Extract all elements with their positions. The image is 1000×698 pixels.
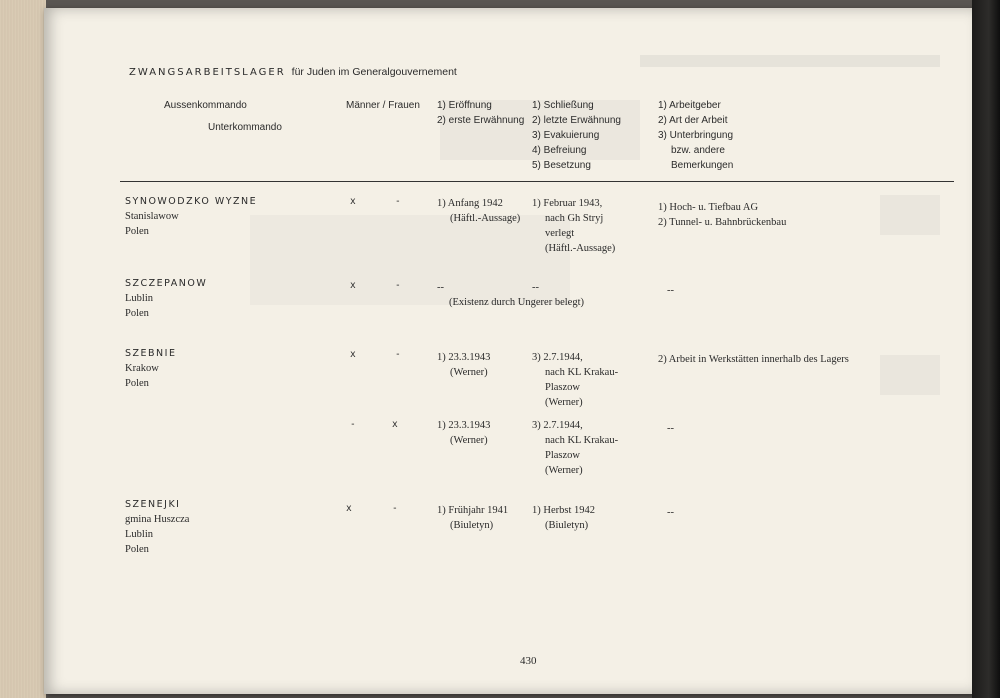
remarks-line: 2) Tunnel- u. Bahnbrückenbau [658, 217, 787, 228]
header-line: 1) Eröffnung [437, 100, 492, 111]
header-rule [120, 181, 954, 182]
closing-line: verlegt [545, 228, 575, 239]
title-subtitle: für Juden im Generalgouvernement [291, 66, 457, 78]
show-through-texture [640, 55, 940, 67]
entry-closing [532, 196, 615, 256]
place-region: Stanislawow [125, 211, 179, 222]
men-mark: x [350, 280, 356, 291]
header-line: bzw. andere [671, 145, 725, 156]
closing-line: (Biuletyn) [545, 520, 589, 531]
men-mark: x [346, 503, 352, 514]
closing-line: nach KL Krakau- [545, 435, 619, 446]
entry-remarks [658, 200, 786, 230]
header-line: 1) Schließung [532, 100, 594, 111]
header-line: 4) Befreiung [532, 145, 587, 156]
entry-opening [437, 350, 490, 380]
opening-line: (Häftl.-Aussage) [450, 213, 521, 224]
entry-remarks: -- [667, 285, 674, 296]
header-line: 3) Evakuierung [532, 130, 600, 141]
closing-line: nach Gh Stryj [545, 213, 604, 224]
opening-line: (Werner) [450, 435, 488, 446]
entry-closing [532, 503, 595, 533]
header-line: 2) erste Erwähnung [437, 115, 525, 126]
entry-closing [532, 418, 618, 478]
closing-line: 3) 2.7.1944, [532, 420, 583, 431]
header-line: 2) Art der Arbeit [658, 115, 728, 126]
closing-line: 1) Herbst 1942 [532, 505, 595, 516]
closing-line: (Häftl.-Aussage) [545, 243, 616, 254]
place-region: Lublin [125, 529, 153, 540]
place-country: Polen [125, 308, 149, 319]
header-line: 2) letzte Erwähnung [532, 115, 621, 126]
header-line: Bemerkungen [671, 160, 734, 171]
opening-line: 1) Anfang 1942 [437, 198, 503, 209]
closing-line: (Werner) [545, 465, 583, 476]
place-name: SZCZEPANOW [125, 278, 208, 289]
men-mark: x [350, 196, 356, 207]
entry-remarks: -- [667, 423, 674, 434]
place-name: SZEBNIE [125, 348, 177, 359]
entry-opening [437, 418, 490, 448]
header-line: 1) Arbeitgeber [658, 100, 721, 111]
book-page-edges [0, 0, 46, 698]
show-through-texture [880, 355, 940, 395]
opening-line: 1) 23.3.1943 [437, 420, 491, 431]
entry-closing: -- [532, 282, 539, 293]
entry-closing [532, 350, 618, 410]
entry-place [125, 346, 176, 391]
men-mark: - [350, 419, 356, 430]
entry-remarks: -- [667, 507, 674, 518]
place-region: Lublin [125, 293, 153, 304]
entry-place [125, 497, 189, 557]
show-through-texture [250, 215, 570, 305]
place-name: SZENEJKI [125, 499, 181, 510]
entry-note: (Existenz durch Ungerer belegt) [449, 297, 584, 308]
closing-line: 1) Februar 1943, [532, 198, 603, 209]
place-region: gmina Huszcza [125, 514, 190, 525]
col-header-schliessung [532, 98, 621, 173]
col-header-maenner-frauen: Männer / Frauen [346, 100, 420, 111]
place-country: Polen [125, 378, 149, 389]
opening-line: (Biuletyn) [450, 520, 494, 531]
dark-background-strip [972, 0, 1000, 698]
col-header-arbeitgeber [658, 98, 733, 173]
women-mark: - [395, 196, 401, 207]
entry-place [125, 194, 257, 239]
closing-line: (Werner) [545, 397, 583, 408]
header-line: 3) Unterbringung [658, 130, 734, 141]
entry-remarks: 2) Arbeit in Werkstätten innerhalb des Lagers [658, 354, 849, 365]
col-header-unterkommando: Unterkommando [208, 122, 282, 133]
entry-opening [437, 503, 508, 533]
women-mark: - [392, 503, 398, 514]
place-name: SYNOWODZKO WYZNE [125, 196, 258, 207]
closing-line: 3) 2.7.1944, [532, 352, 583, 363]
closing-line: nach KL Krakau- [545, 367, 619, 378]
title-main: ZWANGSARBEITSLAGER [129, 67, 286, 78]
entry-opening: -- [437, 282, 444, 293]
place-country: Polen [125, 226, 149, 237]
opening-line: 1) Frühjahr 1941 [437, 505, 509, 516]
opening-line: 1) 23.3.1943 [437, 352, 491, 363]
col-header-aussenkommando: Aussenkommando [164, 100, 247, 111]
col-header-eroeffnung [437, 98, 524, 128]
closing-line: Plaszow [545, 450, 580, 461]
place-country: Polen [125, 544, 149, 555]
entry-place [125, 276, 207, 321]
women-mark: - [395, 349, 401, 360]
header-line: 5) Besetzung [532, 160, 591, 171]
women-mark: - [395, 280, 401, 291]
show-through-texture [880, 195, 940, 235]
page-number: 430 [520, 655, 537, 667]
closing-line: Plaszow [545, 382, 580, 393]
place-region: Krakow [125, 363, 159, 374]
remarks-line: 1) Hoch- u. Tiefbau AG [658, 202, 759, 213]
entry-opening [437, 196, 520, 226]
men-mark: x [350, 349, 356, 360]
opening-line: (Werner) [450, 367, 488, 378]
page-title [129, 60, 457, 79]
women-mark: x [392, 419, 398, 430]
